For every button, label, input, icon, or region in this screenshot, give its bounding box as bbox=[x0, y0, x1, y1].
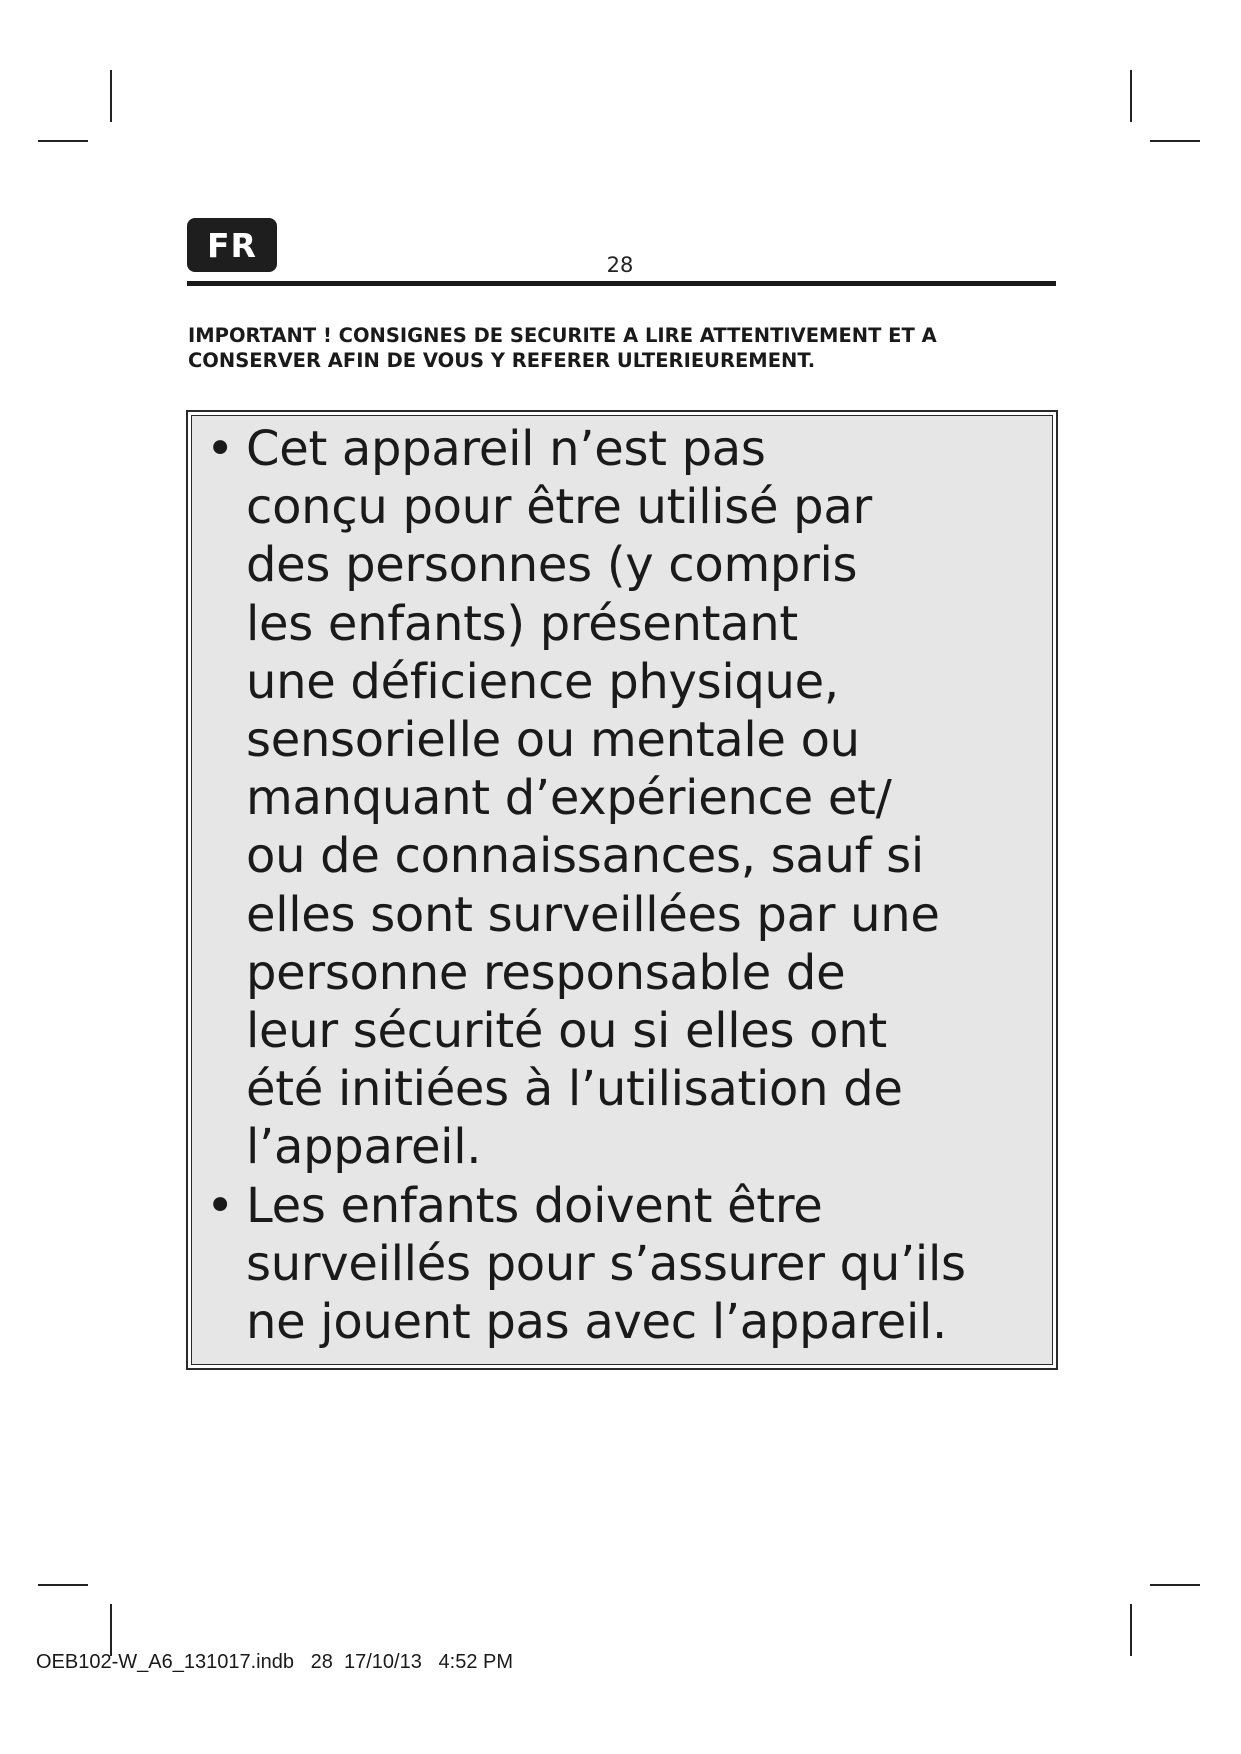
warning-box-inner bbox=[191, 415, 1053, 1365]
warning-box bbox=[186, 410, 1058, 1370]
bullet-icon: • bbox=[206, 421, 235, 477]
crop-mark-top-left-vertical bbox=[110, 70, 112, 122]
crop-mark-bottom-right-vertical bbox=[1130, 1604, 1132, 1656]
bullet-icon: • bbox=[206, 1177, 235, 1234]
crop-mark-bottom-left-horizontal bbox=[38, 1584, 88, 1586]
print-slug: OEB102-W_A6_131017.indb 28 17/10/13 4:52 PM bbox=[36, 1651, 513, 1673]
language-badge: FR bbox=[187, 218, 277, 272]
warning-item bbox=[206, 1177, 1052, 1352]
warning-list bbox=[206, 420, 1052, 1351]
warning-text: Les enfants doivent être surveillés pour s’assurer qu’ils ne jouent pas avec l’appareil. bbox=[246, 1177, 966, 1351]
crop-mark-top-right-horizontal bbox=[1150, 140, 1200, 142]
header-divider bbox=[187, 281, 1056, 286]
crop-mark-bottom-left-vertical bbox=[110, 1604, 112, 1656]
page-number: 28 bbox=[606, 253, 634, 277]
crop-mark-bottom-right-horizontal bbox=[1150, 1584, 1200, 1586]
warning-text: Cet appareil n’est pas conçu pour être utilisé par des personnes (y compris les enfants) présentant une déficience physique, sensorielle ou mentale ou manquant d’expérience et/ ou de connaissances, sauf si elles sont surveillées par une personne responsable de leur sécurité ou si elles ont été initiées à l’utilisation de l’appareil. bbox=[246, 421, 940, 1176]
crop-mark-top-right-vertical bbox=[1130, 70, 1132, 122]
safety-heading: IMPORTANT ! CONSIGNES DE SECURITE A LIRE ATTENTIVEMENT ET A CONSERVER AFIN DE VOUS Y REFERER ULTERIEUREMENT. bbox=[188, 324, 937, 372]
crop-mark-top-left-horizontal bbox=[38, 140, 88, 142]
warning-item bbox=[206, 420, 1052, 1177]
